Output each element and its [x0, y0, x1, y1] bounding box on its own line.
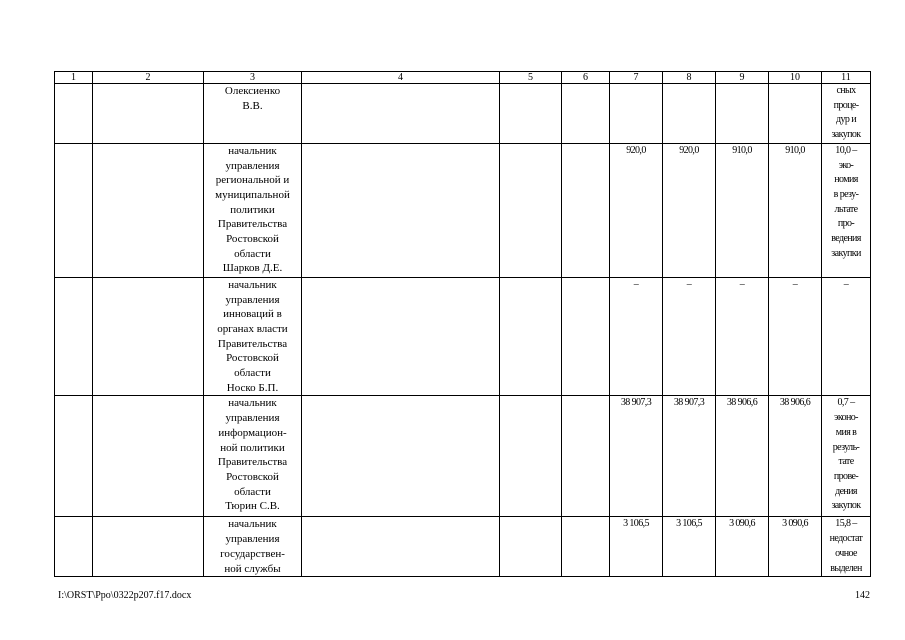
cell-line: ной политики [220, 441, 285, 454]
cell-line: эко- [838, 159, 854, 171]
column-number: 10 [769, 72, 822, 84]
table-body [55, 72, 871, 577]
cell-line: области [234, 247, 271, 260]
cell-line: муниципальной [215, 188, 290, 201]
empty-cell [302, 277, 500, 396]
cell-line: тате [838, 456, 854, 468]
column-number: 1 [55, 72, 93, 84]
cell-line: управления [225, 412, 280, 425]
amount-cell-7: 920,0 [610, 143, 663, 277]
table-row [55, 396, 871, 517]
cell-line: региональной и [215, 174, 290, 187]
empty-cell [500, 396, 562, 517]
empty-cell [302, 396, 500, 517]
position-cell [204, 84, 302, 144]
cell-line: политики [230, 203, 275, 216]
empty-cell [500, 84, 562, 144]
amount-cell-9 [716, 84, 769, 144]
amount-cell-9: 3 090,6 [716, 517, 769, 577]
empty-cell [93, 396, 204, 517]
cell-line: Тюрин С.В. [225, 500, 280, 513]
amount-cell-10: – [769, 277, 822, 396]
column-number: 8 [663, 72, 716, 84]
cell-line: начальник [228, 518, 277, 531]
cell-line: 0,7 – [837, 397, 855, 409]
table-row [55, 143, 871, 277]
empty-cell [302, 143, 500, 277]
cell-line: эконо- [834, 412, 858, 424]
cell-line: закупки [831, 247, 861, 259]
cell-line: резуль- [832, 441, 860, 453]
cell-line: закупок [831, 129, 861, 141]
cell-line: мия в [835, 426, 857, 438]
empty-cell [55, 517, 93, 577]
amount-cell-9: 38 906,6 [716, 396, 769, 517]
cell-line: органах власти [217, 322, 288, 335]
empty-cell [55, 277, 93, 396]
cell-line: инноваций в [223, 308, 282, 321]
cell-line: – [843, 278, 849, 290]
note-cell [822, 277, 871, 396]
empty-cell [500, 277, 562, 396]
cell-line: закупок [831, 500, 861, 512]
cell-line: информацион- [218, 426, 287, 439]
empty-cell [55, 84, 93, 144]
empty-cell [302, 517, 500, 577]
column-number: 11 [822, 72, 871, 84]
note-cell [822, 143, 871, 277]
cell-line: ведения [831, 233, 861, 245]
page-number: 142 [855, 590, 870, 601]
empty-cell [562, 396, 610, 517]
cell-line: Правительства [217, 218, 288, 231]
amount-cell-9: – [716, 277, 769, 396]
empty-cell [500, 143, 562, 277]
empty-cell [562, 277, 610, 396]
cell-line: Олексиенко [224, 85, 281, 97]
amount-cell-10: 38 906,6 [769, 396, 822, 517]
amount-cell-9: 910,0 [716, 143, 769, 277]
empty-cell [562, 517, 610, 577]
cell-line: Правительства [217, 337, 288, 350]
cell-line: проце- [833, 99, 859, 111]
amount-cell-8: – [663, 277, 716, 396]
amount-cell-7: 38 907,3 [610, 396, 663, 517]
empty-cell [93, 84, 204, 144]
cell-line: дения [835, 485, 857, 497]
position-cell [204, 277, 302, 396]
document-table [54, 71, 871, 577]
empty-cell [93, 517, 204, 577]
empty-cell [302, 84, 500, 144]
amount-cell-10 [769, 84, 822, 144]
table-row [55, 84, 871, 144]
empty-cell [562, 84, 610, 144]
amount-cell-8 [663, 84, 716, 144]
cell-line: в резу- [833, 188, 859, 200]
cell-line: Ростовской [226, 352, 279, 365]
note-cell [822, 396, 871, 517]
column-number: 2 [93, 72, 204, 84]
amount-cell-10: 910,0 [769, 143, 822, 277]
empty-cell [93, 143, 204, 277]
note-cell [822, 84, 871, 144]
table-row [55, 517, 871, 577]
cell-line: Носко Б.П. [226, 381, 279, 394]
column-header-row [55, 72, 871, 84]
cell-line: управления [225, 293, 280, 306]
cell-line: льтате [834, 203, 858, 215]
column-number: 3 [204, 72, 302, 84]
cell-line: управления [225, 159, 280, 172]
cell-line: дур и [836, 114, 856, 126]
cell-line: области [234, 485, 271, 498]
cell-line: очное [835, 547, 857, 559]
cell-line: Правительства [217, 456, 288, 469]
file-path: I:\ORST\Ppo\0322p207.f17.docx [58, 590, 192, 601]
cell-line: прове- [833, 470, 859, 482]
position-cell [204, 517, 302, 577]
cell-line: номия [834, 174, 858, 186]
cell-line: начальник [228, 144, 277, 157]
column-number: 7 [610, 72, 663, 84]
amount-cell-7: 3 106,5 [610, 517, 663, 577]
cell-line: сных [836, 85, 856, 96]
amount-cell-8: 3 106,5 [663, 517, 716, 577]
empty-cell [500, 517, 562, 577]
cell-line: В.В. [242, 99, 263, 112]
cell-line: управления [225, 533, 280, 546]
amount-cell-7 [610, 84, 663, 144]
column-number: 5 [500, 72, 562, 84]
cell-line: начальник [228, 397, 277, 410]
amount-cell-10: 3 090,6 [769, 517, 822, 577]
cell-line: Ростовской [226, 470, 279, 483]
note-cell [822, 517, 871, 577]
cell-line: выделен [830, 562, 862, 574]
amount-cell-8: 38 907,3 [663, 396, 716, 517]
column-number: 9 [716, 72, 769, 84]
column-number: 6 [562, 72, 610, 84]
cell-line: начальник [228, 278, 277, 291]
column-number: 4 [302, 72, 500, 84]
cell-line: 10,0 – [835, 144, 857, 156]
cell-line: недостат [829, 533, 863, 545]
empty-cell [55, 396, 93, 517]
position-cell [204, 396, 302, 517]
empty-cell [562, 143, 610, 277]
empty-cell [55, 143, 93, 277]
amount-cell-7: – [610, 277, 663, 396]
cell-line: Ростовской [226, 233, 279, 246]
position-cell [204, 143, 302, 277]
empty-cell [93, 277, 204, 396]
cell-line: ной службы [224, 562, 281, 575]
cell-line: Шарков Д.Е. [222, 262, 283, 275]
cell-line: области [234, 367, 271, 380]
cell-line: государствен- [220, 547, 285, 560]
cell-line: 15,8 – [835, 518, 857, 530]
amount-cell-8: 920,0 [663, 143, 716, 277]
table-row [55, 277, 871, 396]
cell-line: про- [837, 218, 855, 230]
